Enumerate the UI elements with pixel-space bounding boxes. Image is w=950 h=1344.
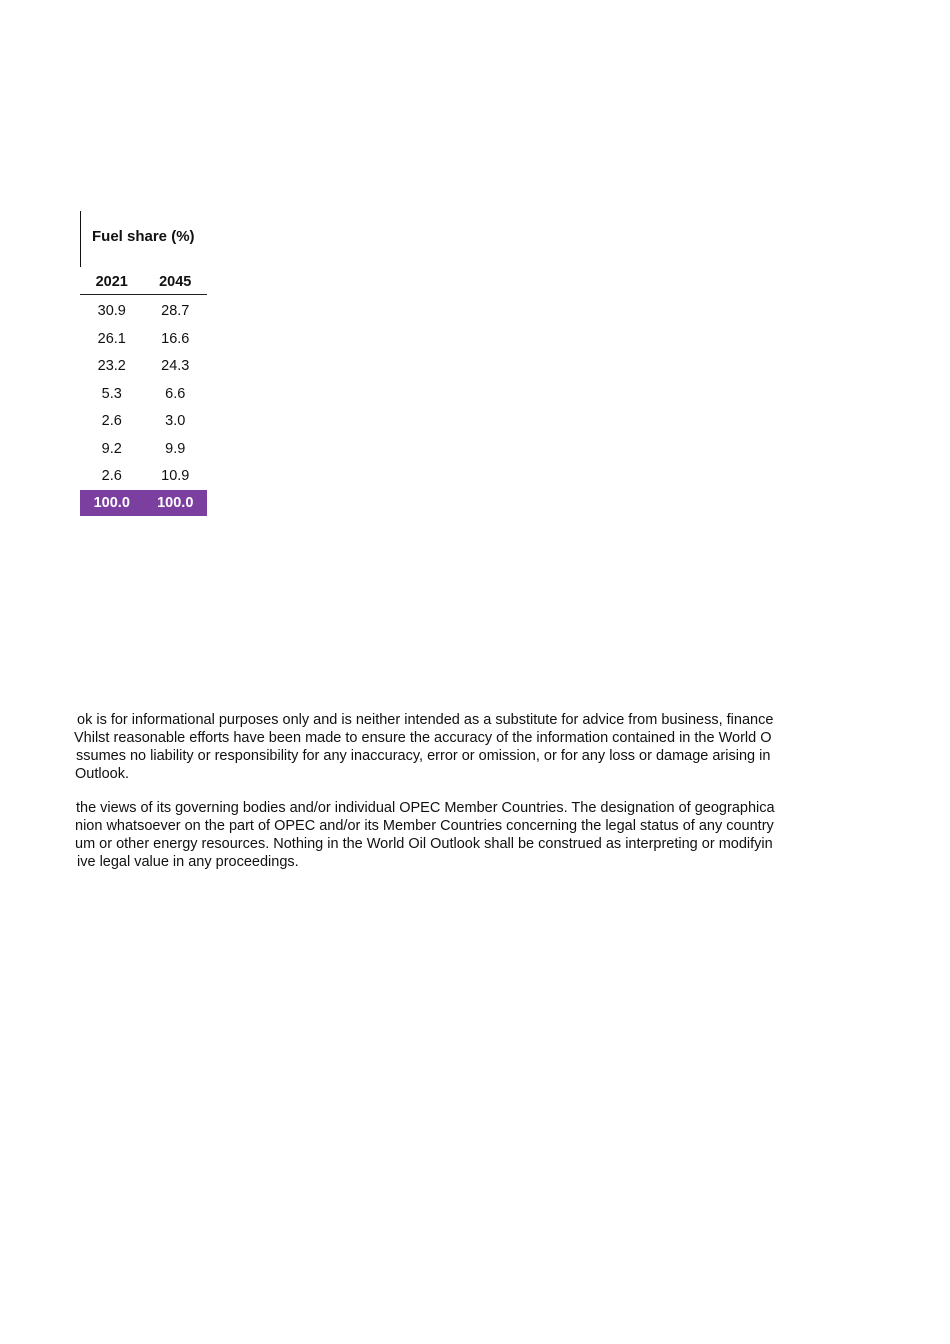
cell-2021: 2.6 xyxy=(101,413,122,430)
cell-2045: 28.7 xyxy=(161,303,190,320)
fuel-share-table xyxy=(80,270,207,516)
cell-2045: 3.0 xyxy=(165,413,186,430)
disclaimer-line: Outlook. xyxy=(75,766,129,782)
cell-2021: 5.3 xyxy=(101,385,122,402)
cell-2021: 23.2 xyxy=(97,358,126,375)
cell-2045: 10.9 xyxy=(161,468,190,485)
cell-2021: 30.9 xyxy=(97,303,126,320)
disclaimer-line: ssumes no liability or responsibility for any inaccuracy, error or omission, or for any loss or damage arising in xyxy=(76,748,771,764)
disclaimer-line: Vhilst reasonable efforts have been made to ensure the accuracy of the information contained in the World O xyxy=(74,730,772,746)
table-total-row xyxy=(80,490,207,516)
table-header-row xyxy=(80,270,207,295)
table-row xyxy=(80,463,207,491)
cell-2021: 2.6 xyxy=(101,468,122,485)
cell-2045: 9.9 xyxy=(165,440,186,457)
table-body xyxy=(80,298,207,517)
disclaimer-line: the views of its governing bodies and/or individual OPEC Member Countries. The designation of geographica xyxy=(76,800,775,816)
disclaimer-line: ive legal value in any proceedings. xyxy=(77,854,299,870)
table-row xyxy=(80,298,207,326)
disclaimer-line: um or other energy resources. Nothing in the World Oil Outlook shall be construed as interpreting or modifyin xyxy=(75,836,773,852)
disclaimer-line: ok is for informational purposes only and is neither intended as a substitute for advice from business, finance xyxy=(77,712,774,728)
cell-2021: 9.2 xyxy=(101,440,122,457)
disclaimer xyxy=(0,711,855,871)
table-row xyxy=(80,435,207,463)
table-row xyxy=(80,325,207,353)
cell-2045: 6.6 xyxy=(165,385,186,402)
table-row xyxy=(80,353,207,381)
disclaimer-paragraph-1 xyxy=(0,711,855,783)
column-header-2045: 2045 xyxy=(159,274,192,290)
disclaimer-paragraph-2 xyxy=(0,799,855,871)
table-left-border xyxy=(80,211,81,267)
table-row xyxy=(80,380,207,408)
table-row xyxy=(80,408,207,436)
fuel-share-title: Fuel share (%) xyxy=(92,228,195,245)
total-2021: 100.0 xyxy=(93,495,130,511)
column-header-2021: 2021 xyxy=(95,274,128,290)
cell-2045: 24.3 xyxy=(161,358,190,375)
total-2045: 100.0 xyxy=(157,495,194,511)
cell-2021: 26.1 xyxy=(97,330,126,347)
disclaimer-line: nion whatsoever on the part of OPEC and/or its Member Countries concerning the legal status of any country xyxy=(75,818,774,834)
cell-2045: 16.6 xyxy=(161,330,190,347)
